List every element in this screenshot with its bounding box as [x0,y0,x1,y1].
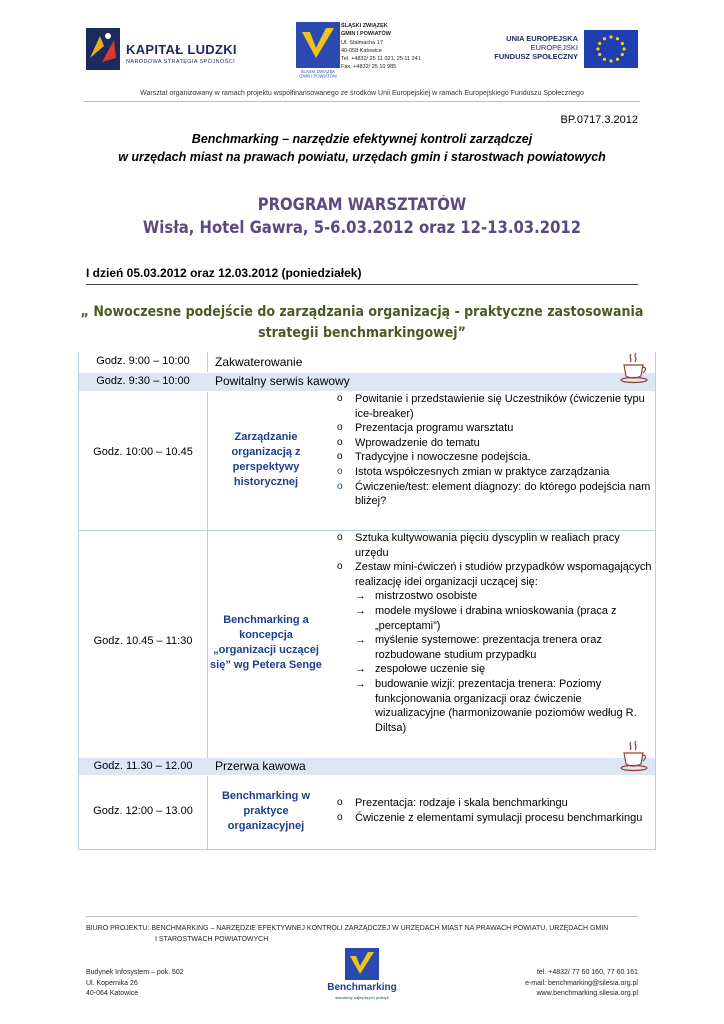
activity-label: Powitalny serwis kawowy [215,374,350,388]
address-line: Ul. Kopernika 26 [86,979,138,987]
silesia-line: Ul. Stalmacha 17 [341,39,383,46]
footer-address [86,968,184,1000]
agenda-subitem: → zespołowe uczenie się [333,662,653,677]
session-theme-line1: „ Nowoczesne podejście do zarządzania organizacją - praktyczne zastosowania [80,304,644,320]
time-cell: Godz. 9:30 – 10:00 [96,375,190,387]
coffee-cup-icon [619,740,649,772]
agenda-item: o Tradycyjne i nowoczesne podejścia. [333,450,653,465]
silesia-line: 40-058 Katowice [341,47,382,54]
time-cell: Godz. 9:00 – 10:00 [96,355,190,367]
agenda-subitem: → mistrzostwo osobiste [333,589,653,604]
day-divider [86,284,638,285]
session-theme [36,302,688,344]
eu-line: UNIA EUROPEJSKA [506,34,578,43]
project-office-line1: BIURO PROJEKTU: BENCHMARKING – NARZĘDZIE EFEKTYWNEJ KONTROLI ZARZĄDCZEJ W URZĘDACH MIAST NA PRAWACH POWIATU, URZĘDACH GMIN [86,925,609,932]
agenda-item: o Prezentacja programu warsztatu [333,421,653,436]
project-subtitle-line2: w urzędach miast na prawach powiatu, urzędach gmin i starostwach powiatowych [118,150,606,164]
schedule-row-coffee-break [79,758,655,775]
session-topic: Benchmarking w praktyce organizacyjnej [221,790,311,832]
column-divider [207,776,208,850]
funding-note: Warsztat organizowany w ramach projektu współfinansowanego ze środków Unii Europejskiej w ramach Europejskiego Funduszu Społecznego [140,90,584,97]
address-line: Budynek Infosystem – pok. 502 [86,969,184,976]
schedule-row-session-3 [79,776,655,850]
header-logos [0,18,724,86]
address-line: 40-064 Katowice [86,990,139,997]
schedule-row-session-2 [79,530,655,758]
session-agenda-list [333,531,653,735]
silesia-line: GMIN I POWIATÓW [341,31,392,38]
project-office-info [86,924,646,945]
contact-email[interactable]: e-mail: benchmarking@silesia.org.pl [525,979,638,987]
benchmarking-logo-tagline: standardy najlepszych praktyk [335,995,389,1000]
silesia-union-logo [296,22,340,78]
session-theme-line2: strategii benchmarkingowej” [258,325,466,341]
session-topic: Benchmarking a koncepcja „organizacji uczącej się” wg Petera Senge [210,614,322,671]
agenda-subitem: → modele myślowe i drabina wnioskowania (praca z „perceptami”) [333,604,653,633]
agenda-item: o Prezentacja: rodzaje i skala benchmarkingu [333,796,655,811]
activity-label: Zakwaterowanie [215,355,303,369]
silesia-line: ŚLĄSKI ZWIĄZEK [341,23,388,29]
agenda-item: o Sztuka kultywowania pięciu dyscyplin w realiach pracy urzędu [333,531,653,560]
footer-contact [525,968,638,1000]
silesia-union-address [341,22,421,72]
time-cell: Godz. 11.30 – 12.00 [93,760,193,772]
session-agenda-list [333,796,655,825]
benchmarking-logo [312,948,412,1004]
time-cell: Godz. 10:00 – 10.45 [93,446,193,458]
column-divider [207,530,208,758]
kapital-ludzki-subtitle: NARODOWA STRATEGIA SPÓJNOŚCI [126,59,235,65]
coffee-cup-icon [619,352,649,384]
agenda-item: o Ćwiczenie z elementami symulacji procesu benchmarkingu [333,811,655,826]
silesia-line: Tel. +4832/ 25 11 021, 25 11 241 [341,56,421,63]
agenda-item: o Zestaw mini-ćwiczeń i studiów przypadków wspomagających realizację idei organizacji uczącej się: [333,560,653,589]
eu-line: EUROPEJSKI [530,43,578,52]
schedule-row-arrival [79,352,655,372]
silesia-logo-line2: GMIN I POWIATÓW [299,73,337,78]
column-divider [207,352,208,372]
eu-line: FUNDUSZ SPOŁECZNY [494,52,578,61]
eu-fund-label [478,34,578,61]
page-title: PROGRAM WARSZTATÓW [257,195,467,214]
agenda-item: o Ćwiczenie/test: element diagnozy: do którego podejścia nam bliżej? [333,480,653,509]
agenda-item: o Wprowadzenie do tematu [333,436,653,451]
contact-phone: tel. +4832/ 77 60 160, 77 60 161 [536,969,638,976]
time-cell: Godz. 12:00 – 13.00 [93,805,193,817]
page-title-location: Wisła, Hotel Gawra, 5-6.03.2012 oraz 12-13.03.2012 [142,218,582,237]
agenda-item: o Powitanie i przedstawienie się Uczestników (ćwiczenie typu ice-breaker) [333,392,653,421]
schedule-row-welcome-coffee [79,373,655,391]
contact-website[interactable]: www.benchmarking.silesia.org.pl [536,990,638,997]
schedule-table [78,352,656,850]
agenda-subitem: → myślenie systemowe: prezentacja trenera oraz rozbudowane studium przypadku [333,633,653,662]
day-heading: I dzień 05.03.2012 oraz 12.03.2012 (poniedziałek) [86,266,362,280]
project-subtitle-line1: Benchmarking – narzędzie efektywnej kontroli zarządczej [191,132,533,146]
agenda-item: o Istota współczesnych zmian w praktyce zarządzania [333,465,653,480]
reference-number: BP.0717.3.2012 [560,114,638,126]
session-topic: Zarządzanie organizacją z perspektywy historycznej [231,431,301,488]
project-office-line2: I STAROSTWACH POWIATOWYCH [155,935,269,943]
silesia-logo-line1: ŚLĄSKI ZWIĄZEK [300,69,336,74]
kapital-ludzki-logo [86,28,236,78]
eu-flag-icon [584,30,638,68]
column-divider [207,392,208,530]
kapital-ludzki-emblem-icon [86,28,120,70]
project-subtitle [0,130,724,166]
benchmarking-emblem-icon [312,948,412,982]
kapital-ludzki-title: KAPITAŁ LUDZKI [126,42,237,57]
activity-label: Przerwa kawowa [215,759,306,773]
benchmarking-logo-word: Benchmarking [327,982,397,993]
footer-divider [86,916,638,917]
schedule-row-session-1 [79,392,655,530]
session-agenda-list [333,392,653,509]
header-divider [84,101,640,102]
silesia-line: Fax. +4832/ 25 10 985 [341,64,397,71]
agenda-subitem: → budowanie wizji: prezentacja trenera: Poziomy funkcjonowania organizacji oraz ćwiczenie wizualizacyjne (harmonizowanie poziomów według R. Diltsa) [333,677,653,735]
time-cell: Godz. 10.45 – 11:30 [93,635,193,647]
